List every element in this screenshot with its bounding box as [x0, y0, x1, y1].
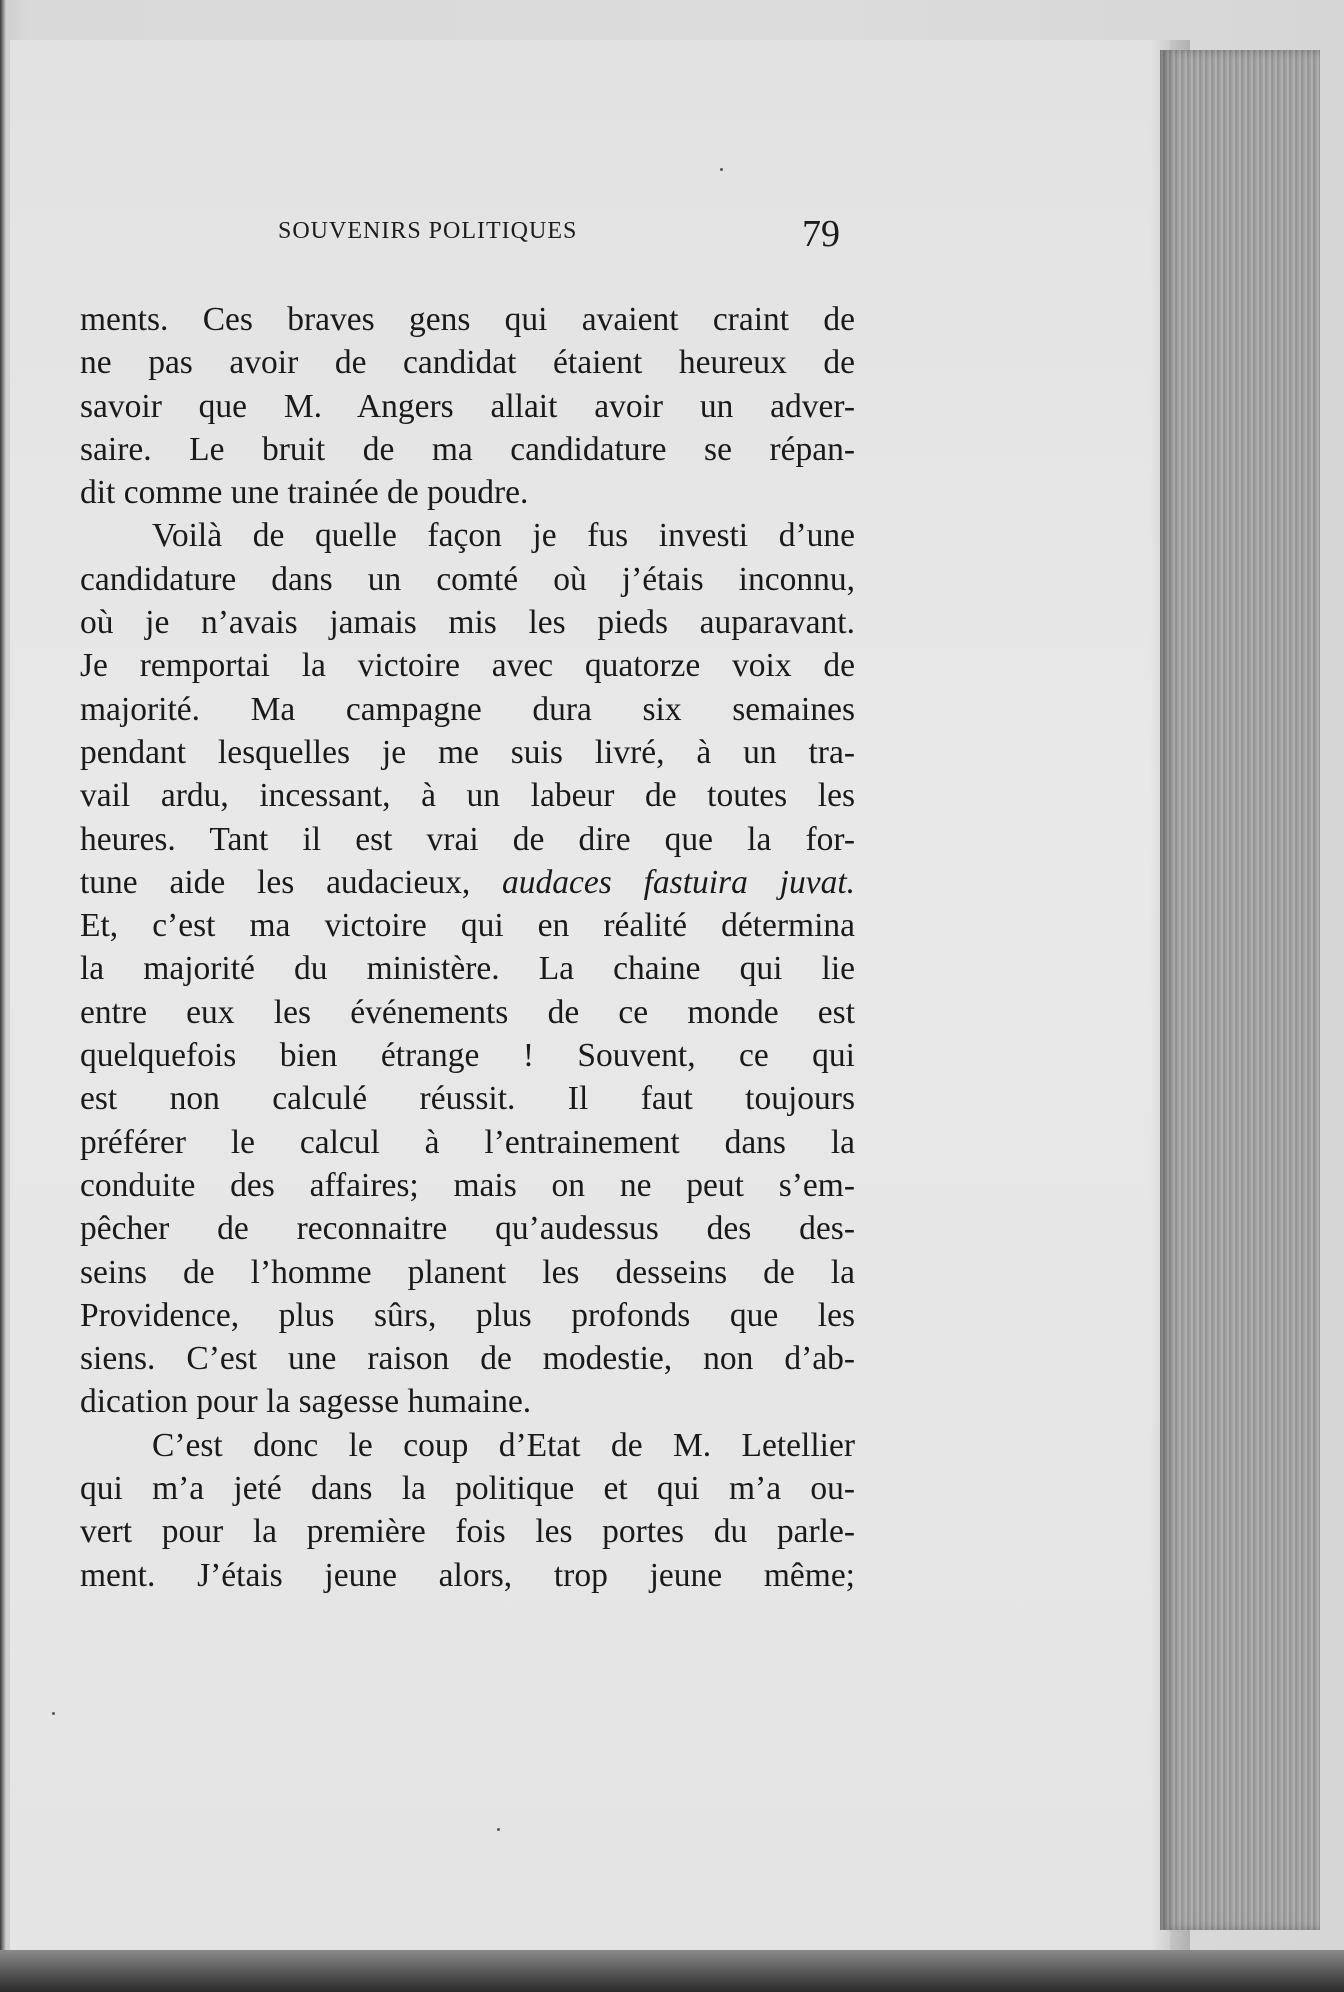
- text-line: [80, 731, 855, 774]
- text-line: [80, 644, 855, 687]
- text-line-content: qui m’a jeté dans la politique et qui m’a ou-: [80, 1470, 855, 1508]
- text-line-content: ment. J’étais jeune alors, trop jeune même;: [80, 1556, 855, 1594]
- text-line-content: Je remportai la victoire avec quatorze voix de: [80, 647, 855, 685]
- text-line: [80, 1121, 855, 1164]
- body-text: [80, 298, 855, 1597]
- dust-speck: [497, 1828, 500, 1831]
- text-line-content: candidature dans un comté où j’étais inconnu,: [80, 560, 855, 598]
- text-line: [80, 1380, 855, 1423]
- text-line: [80, 298, 855, 341]
- text-line: [80, 558, 855, 601]
- dust-speck: [720, 168, 723, 171]
- text-line: [80, 1337, 855, 1380]
- text-line-content: dication pour la sagesse humaine.: [80, 1383, 532, 1421]
- text-line-content: dit comme une trainée de poudre.: [80, 474, 529, 512]
- text-line-content: savoir que M. Angers allait avoir un adver-: [80, 387, 855, 425]
- text-line-content: majorité. Ma campagne dura six semaines: [80, 690, 855, 728]
- text-line-content: conduite des affaires; mais on ne peut s’em-: [80, 1166, 855, 1204]
- page-number: 79: [802, 213, 840, 255]
- text-line-content: vail ardu, incessant, à un labeur de toutes les: [80, 777, 855, 815]
- text-line: [80, 1251, 855, 1294]
- running-head: [80, 212, 860, 256]
- text-line: [80, 774, 855, 817]
- text-line: [80, 1424, 855, 1467]
- text-line: [80, 428, 855, 471]
- text-line: [80, 1294, 855, 1337]
- text-line: [80, 1077, 855, 1120]
- text-line-content: ne pas avoir de candidat étaient heureux de: [80, 344, 855, 382]
- text-line-content: saire. Le bruit de ma candidature se répan-: [80, 430, 855, 468]
- text-line: [80, 514, 855, 557]
- dust-speck: [52, 1712, 55, 1715]
- text-line: [80, 1510, 855, 1553]
- text-line-content: vert pour la première fois les portes du parle-: [80, 1513, 855, 1551]
- text-line-content: Et, c’est ma victoire qui en réalité détermina: [80, 907, 855, 945]
- text-line-content: seins de l’homme planent les desseins de la: [80, 1253, 855, 1291]
- text-line-content: est non calculé réussit. Il faut toujours: [80, 1080, 855, 1118]
- bottom-shadow: [0, 1950, 1344, 1992]
- text-line: [80, 601, 855, 644]
- running-title: SOUVENIRS POLITIQUES: [278, 218, 578, 244]
- text-line: [80, 991, 855, 1034]
- text-line-content: pêcher de reconnaitre qu’audessus des des-: [80, 1210, 855, 1248]
- text-line-content: Voilà de quelle façon je fus investi d’une: [152, 517, 855, 555]
- text-line-content: où je n’avais jamais mis les pieds auparavant.: [80, 604, 855, 642]
- italic-phrase: audaces fastuira juvat.: [502, 863, 855, 901]
- text-line-content: ments. Ces braves gens qui avaient craint de: [80, 301, 855, 338]
- text-line-content: entre eux les événements de ce monde est: [80, 993, 855, 1031]
- text-line-content: quelquefois bien étrange ! Souvent, ce qui: [80, 1037, 855, 1075]
- text-line: [80, 1164, 855, 1207]
- text-line: [80, 1034, 855, 1077]
- text-line-content: Providence, plus sûrs, plus profonds que les: [80, 1296, 855, 1334]
- text-line: [80, 385, 855, 428]
- text-line-content: pendant lesquelles je me suis livré, à un tra-: [80, 733, 855, 771]
- text-line-content: tune aide les audacieux,: [80, 863, 503, 901]
- text-line-content: préférer le calcul à l’entrainement dans la: [80, 1123, 855, 1161]
- text-line: [80, 688, 855, 731]
- text-line: [80, 861, 855, 904]
- text-line: [80, 1554, 855, 1597]
- text-line: [80, 818, 855, 861]
- text-line-content: siens. C’est une raison de modestie, non d’ab-: [80, 1340, 855, 1378]
- text-line: [80, 1207, 855, 1250]
- text-line: [80, 471, 855, 514]
- text-line-content: heures. Tant il est vrai de dire que la for-: [80, 820, 855, 858]
- text-line-content: C’est donc le coup d’Etat de M. Letellier: [152, 1426, 855, 1464]
- book-page-edges: [1160, 50, 1320, 1930]
- text-line: [80, 1467, 855, 1510]
- text-line: [80, 904, 855, 947]
- text-line: [80, 341, 855, 384]
- text-line-content: la majorité du ministère. La chaine qui lie: [80, 950, 855, 988]
- text-line: [80, 947, 855, 990]
